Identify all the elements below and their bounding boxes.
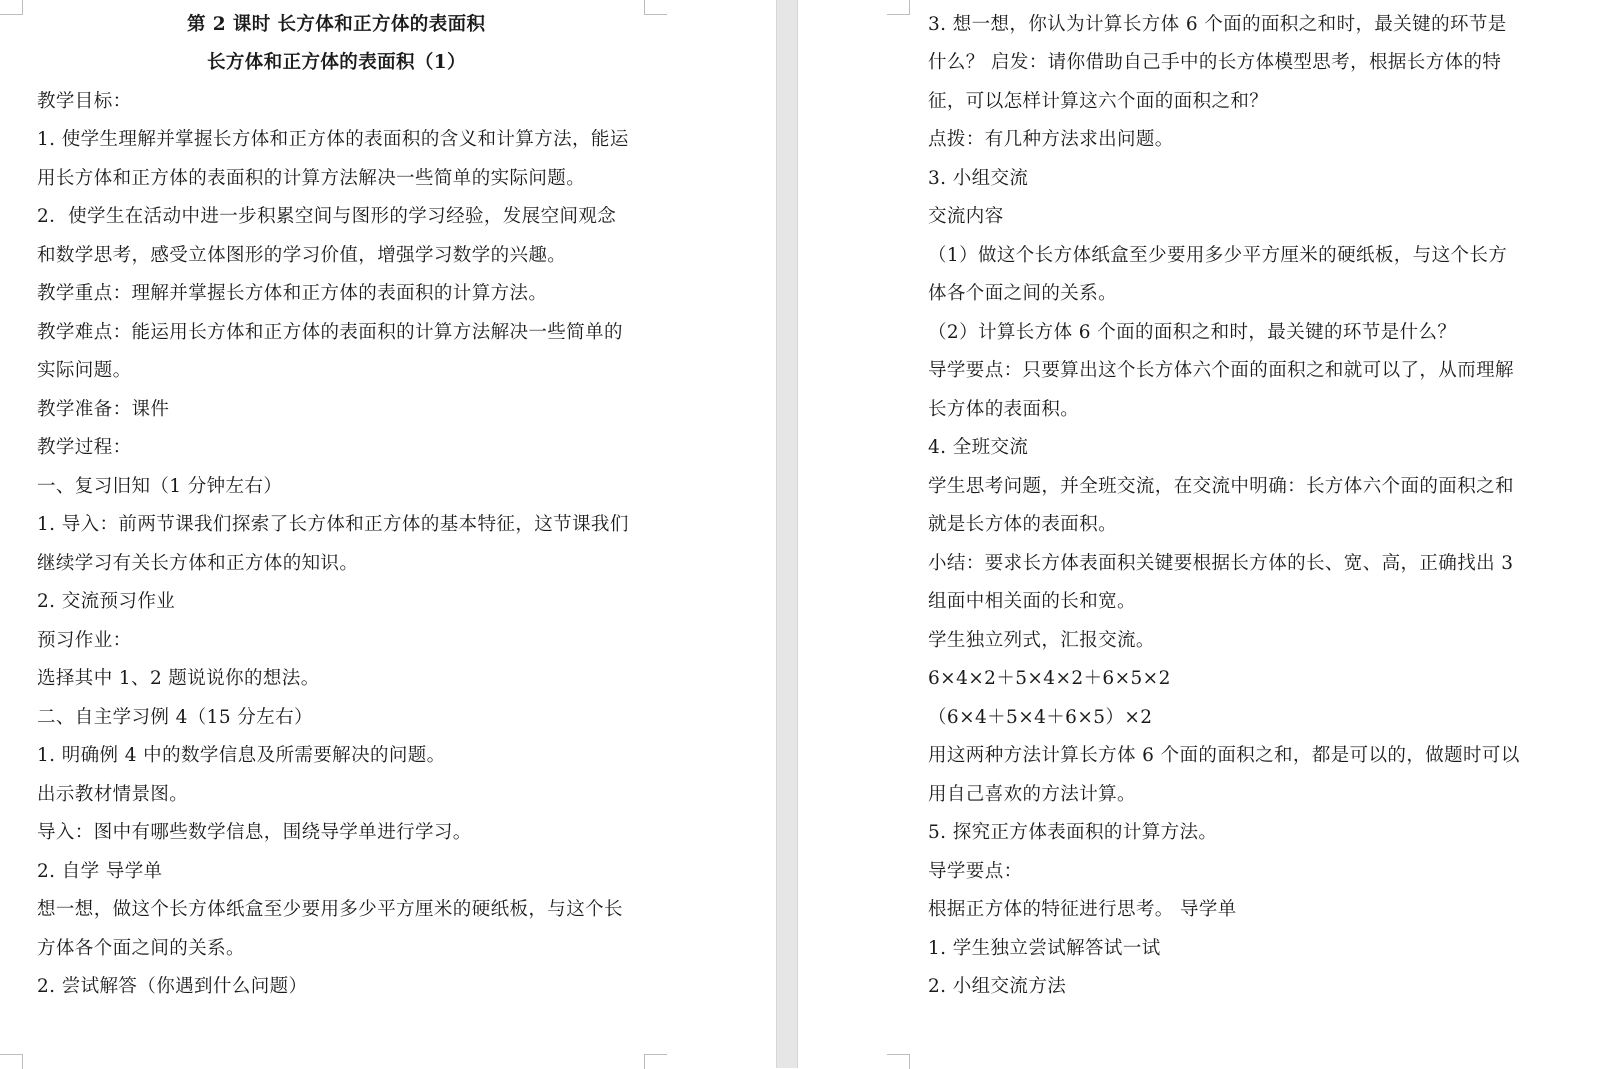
text-line: 学生独立列式，汇报交流。 [928,630,1155,651]
page-corner-mark [644,0,667,15]
text-line: 1. 学生独立尝试解答试一试 [928,938,1161,959]
lesson-title: 第 2 课时 长方体和正方体的表面积 [187,14,486,35]
text-line: （2）计算长方体 6 个面的面积之和时，最关键的环节是什么？ [928,322,1457,343]
text-line: 出示教材情景图。 [37,784,189,805]
text-line: 长方体的表面积。 [928,399,1080,420]
text-line: 教学重点：理解并掌握长方体和正方体的表面积的计算方法。 [37,283,548,304]
text-line: 4. 全班交流 [928,437,1029,458]
text-line: 教学目标： [37,91,132,112]
text-line: 小结：要求长方体表面积关键要根据长方体的长、宽、高，正确找出 3 [928,553,1514,574]
text-line: 教学准备：课件 [37,399,170,420]
text-line: 交流内容 [928,206,1004,227]
text-line: 继续学习有关长方体和正方体的知识。 [37,553,359,574]
text-line: 根据正方体的特征进行思考。 导学单 [928,899,1237,920]
page-gutter [776,0,798,1068]
text-line: 1. 导入：前两节课我们探索了长方体和正方体的基本特征，这节课我们 [37,514,629,535]
page-corner-mark [887,1054,910,1069]
page-corner-mark [887,0,910,15]
text-line: 2. 自学 导学单 [37,861,163,882]
text-line: 就是长方体的表面积。 [928,514,1118,535]
formula-line: （6×4＋5×4＋6×5）×2 [928,707,1153,728]
text-line: 2．使学生在活动中进一步积累空间与图形的学习经验，发展空间观念 [37,206,617,227]
text-line: 导入：图中有哪些数学信息，围绕导学单进行学习。 [37,822,472,843]
text-line: 2. 交流预习作业 [37,591,176,612]
text-line: 3. 想一想，你认为计算长方体 6 个面的面积之和时，最关键的环节是 [928,14,1507,35]
text-line: 用这两种方法计算长方体 6 个面的面积之和，都是可以的，做题时可以 [928,745,1520,766]
document-page-left [0,0,776,1068]
page-corner-mark [0,0,23,15]
text-line: 5. 探究正方体表面积的计算方法。 [928,822,1218,843]
text-line: 方体各个面之间的关系。 [37,938,245,959]
text-line: 2. 小组交流方法 [928,976,1067,997]
text-line: 1. 使学生理解并掌握长方体和正方体的表面积的含义和计算方法，能运 [37,129,629,150]
text-line: 组面中相关面的长和宽。 [928,591,1136,612]
section-heading: 二、自主学习例 4（15 分左右） [37,707,313,728]
page-corner-mark [0,1054,23,1069]
text-line: 点拨：有几种方法求出问题。 [928,129,1174,150]
document-page-right [798,0,1605,1068]
text-line: 导学要点： [928,861,1023,882]
formula-line: 6×4×2＋5×4×2＋6×5×2 [928,668,1171,689]
text-line: （1）做这个长方体纸盒至少要用多少平方厘米的硬纸板，与这个长方 [928,245,1508,266]
text-line: 体各个面之间的关系。 [928,283,1118,304]
text-line: 想一想，做这个长方体纸盒至少要用多少平方厘米的硬纸板，与这个长 [37,899,623,920]
text-line: 用自己喜欢的方法计算。 [928,784,1136,805]
text-line: 和数学思考，感受立体图形的学习价值，增强学习数学的兴趣。 [37,245,567,266]
text-line: 什么？ 启发：请你借助自己手中的长方体模型思考，根据长方体的特 [928,52,1502,73]
page-corner-mark [644,1054,667,1069]
text-line: 征，可以怎样计算这六个面的面积之和？ [928,91,1269,112]
text-line: 导学要点：只要算出这个长方体六个面的面积之和就可以了，从而理解 [928,360,1514,381]
text-line: 预习作业： [37,630,132,651]
text-line: 选择其中 1、2 题说说你的想法。 [37,668,320,689]
text-line: 用长方体和正方体的表面积的计算方法解决一些简单的实际问题。 [37,168,586,189]
text-line: 教学过程： [37,437,132,458]
text-line: 教学难点：能运用长方体和正方体的表面积的计算方法解决一些简单的 [37,322,623,343]
text-line: 1. 明确例 4 中的数学信息及所需要解决的问题。 [37,745,446,766]
text-line: 3. 小组交流 [928,168,1029,189]
text-line: 2. 尝试解答（你遇到什么问题） [37,976,308,997]
lesson-subtitle: 长方体和正方体的表面积（1） [207,52,466,73]
section-heading: 一、复习旧知（1 分钟左右） [37,476,283,497]
text-line: 学生思考问题，并全班交流，在交流中明确：长方体六个面的面积之和 [928,476,1514,497]
text-line: 实际问题。 [37,360,132,381]
